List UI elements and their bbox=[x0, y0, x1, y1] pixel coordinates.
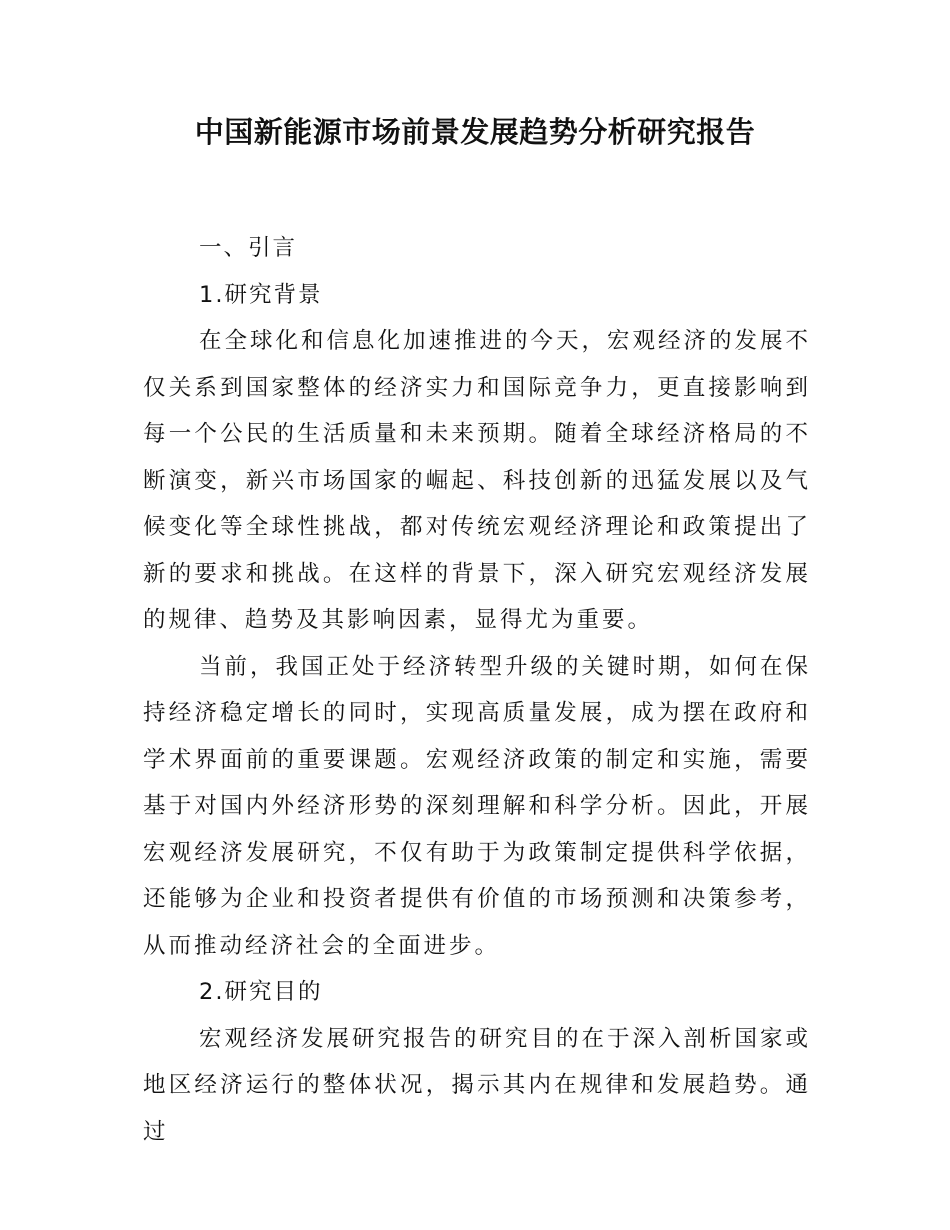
subsection-heading-research-purpose: 2.研究目的 bbox=[199, 979, 323, 1005]
section-heading-introduction: 一、引言 bbox=[199, 235, 298, 261]
paragraph-background-2: 当前，我国正处于经济转型升级的关键时期，如何在保持经济稳定增长的同时，实现高质量发展，成为摆在政府和学术界面前的重要课题。宏观经济政策的制定和实施，需要基于对国内外经济形势的深刻理解和科学分析。因此，开展宏观经济发展研究，不仅有助于为政策制定提供科学依据，还能够为企业和投资者提供有价值的市场预测和决策参考，从而推动经济社会的全面进步。 bbox=[143, 653, 812, 959]
paragraph-purpose-1: 宏观经济发展研究报告的研究目的在于深入剖析国家或地区经济运行的整体状况，揭示其内在规律和发展趋势。通过 bbox=[143, 1025, 812, 1145]
paragraph-background-1: 在全球化和信息化加速推进的今天，宏观经济的发展不仅关系到国家整体的经济实力和国际竞争力，更直接影响到每一个公民的生活质量和未来预期。随着全球经济格局的不断演变，新兴市场国家的崛起、科技创新的迅猛发展以及气候变化等全球性挑战，都对传统宏观经济理论和政策提出了新的要求和挑战。在这样的背景下，深入研究宏观经济发展的规律、趋势及其影响因素，显得尤为重要。 bbox=[143, 328, 812, 633]
document-title: 中国新能源市场前景发展趋势分析研究报告 bbox=[194, 115, 756, 149]
subsection-heading-research-background: 1.研究背景 bbox=[199, 281, 323, 308]
document-body bbox=[143, 225, 811, 1155]
